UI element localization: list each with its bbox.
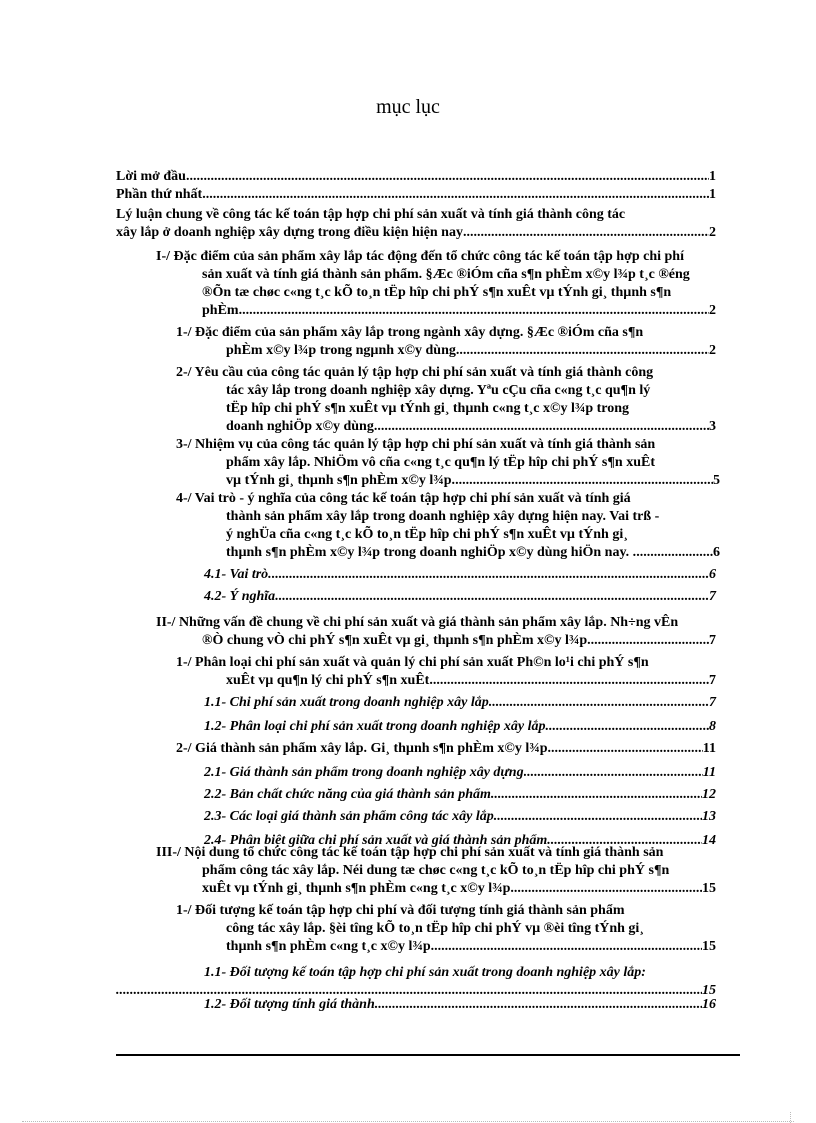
toc-entry-last-line <box>156 302 716 320</box>
toc-page-number: 13 <box>702 809 716 824</box>
toc-page-number: 2 <box>709 303 716 318</box>
toc-entry-title: 4.2- Ý nghĩa <box>204 589 276 604</box>
toc-entry[interactable] <box>204 764 716 782</box>
toc-entry-last-line <box>176 342 716 360</box>
toc-entry-line: sản xuất và tính giá thành sản phẩm. §Æc ®iÓm cña s¶n phÈm x©y l¾p t¸c ®éng <box>202 267 690 282</box>
toc-entry[interactable] <box>204 996 716 1014</box>
dot-leader <box>491 786 702 804</box>
toc-entry[interactable] <box>156 248 716 320</box>
dot-leader <box>549 718 709 736</box>
dot-leader <box>459 342 709 360</box>
toc-page-number: 6 <box>709 567 716 582</box>
toc-entry[interactable] <box>116 206 716 242</box>
toc-entry[interactable] <box>116 186 716 204</box>
toc-entry-line: thành sản phẩm xây lắp trong doanh nghiệp xây dựng hiện nay. Vai trß - <box>226 509 660 524</box>
toc-entry-title: xây lắp ở doanh nghiệp xây dựng trong điều kiện hiện nay <box>116 225 463 240</box>
toc-entry-last-line <box>204 786 716 804</box>
toc-entry-line: 1-/ Đối tượng kế toán tập hợp chi phí và đối tượng tính giá thành sản phẩm <box>176 903 625 918</box>
toc-entry[interactable] <box>176 490 720 562</box>
toc-entry[interactable] <box>156 614 716 650</box>
toc-page-number: 12 <box>702 787 716 802</box>
toc-entry[interactable] <box>204 588 716 606</box>
toc-entry[interactable] <box>204 566 716 584</box>
dot-leader <box>378 996 702 1014</box>
toc-entry-title: phÈm x©y l¾p trong ngµnh x©y dùng. <box>226 343 460 358</box>
toc-entry[interactable] <box>204 964 716 1000</box>
page-title: mục lục <box>376 96 440 118</box>
toc-page-number: 11 <box>702 741 716 756</box>
toc-entry-title: thµnh s¶n phÈm x©y l¾p trong doanh nghiÖp x©y dùng hiÖn nay. . <box>226 545 637 560</box>
toc-entry[interactable] <box>156 844 716 898</box>
toc-entry-title: 2.2- Bản chất chức năng của giá thành sản phẩm <box>204 787 491 802</box>
toc-entry-last-line <box>156 880 716 898</box>
dot-leader <box>272 566 709 584</box>
dot-leader <box>202 186 709 204</box>
toc-entry-title: 2-/ Giá thành sản phẩm xây lắp. Gi¸ thµnh s¶n phÈm x©y l¾p. <box>176 741 552 756</box>
toc-entry[interactable] <box>176 654 716 690</box>
toc-entry[interactable] <box>204 808 716 826</box>
toc-entry-last-line <box>176 544 720 562</box>
toc-page-number: 5 <box>713 473 720 488</box>
toc-entry-title: Lời mở đầu <box>116 169 186 184</box>
toc-entry-line: tËp hîp chi phÝ s¶n xuÊt vµ tÝnh gi¸ thµnh c«ng t¸c x©y l¾p trong <box>226 401 630 416</box>
toc-page-number: 3 <box>709 419 716 434</box>
dot-leader <box>524 764 703 782</box>
toc-entry-line: 1.1- Đối tượng kế toán tập hợp chi phí sản xuất trong doanh nghiệp xây lắp: <box>204 965 646 980</box>
toc-entry-line: Lý luận chung về công tác kế toán tập hợp chi phí sản xuất và tính giá thành công tác <box>116 207 626 222</box>
toc-entry-title: 4.1- Vai trò. <box>204 567 272 582</box>
dot-leader <box>242 302 709 320</box>
toc-entry[interactable] <box>176 902 716 956</box>
toc-entry-last-line <box>176 418 716 436</box>
toc-entry-line: 1-/ Đặc điểm của sản phẩm xây lắp trong ngành xây dựng. §Æc ®iÓm cña s¶n <box>176 325 644 340</box>
dot-leader <box>489 694 709 712</box>
toc-entry[interactable] <box>176 364 716 436</box>
dot-leader <box>275 588 709 606</box>
toc-entry-last-line <box>176 672 716 690</box>
dot-leader <box>514 880 702 898</box>
toc-page-number: 7 <box>709 633 716 648</box>
page-border-bottom <box>22 1121 794 1122</box>
toc-entry-last-line <box>176 472 720 490</box>
toc-entry-line: ý nghÜa cña c«ng t¸c kÕ to¸n tËp hîp chi phÝ s¶n xuÊt vµ tÝnh gi¸ <box>226 527 628 542</box>
toc-entry-last-line <box>116 186 716 204</box>
toc-entry-last-line <box>156 632 716 650</box>
toc-entry[interactable] <box>176 436 720 490</box>
toc-entry-line: I-/ Đặc điểm của sản phẩm xây lắp tác động đến tổ chức công tác kế toán tập hợp chi phí <box>156 249 684 264</box>
toc-entry-title: 1.1- Chi phí sản xuất trong doanh nghiệp xây lắp <box>204 695 489 710</box>
toc-entry-line: ®Õn tæ chøc c«ng t¸c kÕ to¸n tËp hîp chi phÝ s¶n xuÊt vµ tÝnh gi¸ thµnh s¶n <box>202 285 672 300</box>
toc-entry-line: III-/ Nội dung tổ chức công tác kế toán tập hợp chi phí sản xuất và tính giá thành sản <box>156 845 664 860</box>
toc-page-number: 15 <box>702 881 716 896</box>
toc-entry[interactable] <box>176 740 716 758</box>
dot-leader <box>636 544 713 562</box>
toc-page-number: 15 <box>702 939 716 954</box>
toc-entry-line: tác xây lắp trong doanh nghiệp xây dựng. Yªu cÇu cña c«ng t¸c qu¶n lý <box>226 383 651 398</box>
toc-entry-line: phẩm xây lắp. NhiÖm vô cña c«ng t¸c qu¶n lý tËp hîp chi phÝ s¶n xuÊt <box>226 455 655 470</box>
dot-leader <box>434 938 702 956</box>
toc-entry-last-line <box>204 808 716 826</box>
toc-entry-title: 2.4- Phân biệt giữa chi phí sản xuất và giá thành sản phẩm <box>204 833 548 848</box>
dot-leader <box>429 672 709 690</box>
toc-entry-last-line <box>176 938 716 956</box>
toc-page-number: 1 <box>709 187 716 202</box>
toc-page-number: 15 <box>702 983 716 998</box>
toc-entry[interactable] <box>204 786 716 804</box>
toc-page-number: 7 <box>709 695 716 710</box>
dot-leader <box>377 418 709 436</box>
toc-page-number: 7 <box>709 589 716 604</box>
toc-entry-line: 1-/ Phân loại chi phí sản xuất và quản lý chi phí sản xuất Ph©n lo¹i chi phÝ s¶n <box>176 655 649 670</box>
toc-entry[interactable] <box>116 168 716 186</box>
toc-entry-line: 4-/ Vai trò - ý nghĩa của công tác kế toán tập hợp chi phí sản xuất và tính giá <box>176 491 631 506</box>
page-border-corner <box>790 1112 791 1123</box>
toc-entry-last-line <box>176 740 716 758</box>
toc-page-number: 14 <box>702 833 716 848</box>
toc-entry-title: phÈm. <box>202 303 243 318</box>
toc-page-number: 2 <box>709 225 716 240</box>
toc-entry-title: 1.2- Đối tượng tính giá thành. <box>204 997 379 1012</box>
toc-entry-title: thµnh s¶n phÈm c«ng t¸c x©y l¾p. <box>226 939 435 954</box>
toc-page-number: 6 <box>713 545 720 560</box>
toc-entry[interactable] <box>204 718 716 736</box>
dot-leader <box>463 224 709 242</box>
dot-leader <box>186 168 709 186</box>
toc-entry-last-line <box>204 588 716 606</box>
toc-entry-last-line <box>204 566 716 584</box>
dot-leader <box>551 740 703 758</box>
dot-leader <box>497 808 702 826</box>
toc-entry-line: 2-/ Yêu cầu của công tác quản lý tập hợp chi phí sản xuất và tính giá thành công <box>176 365 654 380</box>
toc-page-number: 1 <box>709 169 716 184</box>
toc-entry-last-line <box>204 996 716 1014</box>
toc-entry-last-line <box>116 168 716 186</box>
toc-entry[interactable] <box>204 694 716 712</box>
toc-entry-last-line <box>204 718 716 736</box>
toc-page-number: 8 <box>709 719 716 734</box>
toc-page-number: 16 <box>702 997 716 1012</box>
toc-entry-line: 3-/ Nhiệm vụ của công tác quản lý tập hợp chi phí sản xuất và tính giá thành sản <box>176 437 656 452</box>
toc-entry-title: xuÊt vµ tÝnh gi¸ thµnh s¶n phÈm c«ng t¸c x©y l¾p. <box>202 881 514 896</box>
toc-entry-line: phẩm công tác xây lắp. Néi dung tæ chøc c«ng t¸c kÕ to¸n tËp hîp chi phÝ s¶n <box>202 863 670 878</box>
toc-entry-title: doanh nghiÖp x©y dùng. <box>226 419 378 434</box>
toc-entry-last-line <box>204 694 716 712</box>
toc-entry-title: ®Ò chung vÒ chi phÝ s¶n xuÊt vµ gi¸ thµnh s¶n phÈm x©y l¾p. <box>202 633 591 648</box>
toc-entry-title: vµ tÝnh gi¸ thµnh s¶n phÈm x©y l¾p. <box>226 473 456 488</box>
toc-entry-line: công tác xây lắp. §èi tîng kÕ to¸n tËp hîp chi phÝ vµ ®èi tîng tÝnh gi¸ <box>226 921 644 936</box>
toc-entry[interactable] <box>176 324 716 360</box>
toc-entry-last-line <box>116 224 716 242</box>
toc-page-number: 11 <box>702 765 716 780</box>
bottom-rule <box>116 1054 740 1056</box>
toc-page-number: 2 <box>709 343 716 358</box>
dot-leader <box>455 472 713 490</box>
toc-entry-title: 2.1- Giá thành sản phẩm trong doanh nghiệp xây dựng <box>204 765 524 780</box>
toc-entry-title: xuÊt vµ qu¶n lý chi phÝ s¶n xuÊt <box>226 673 430 688</box>
toc-entry-line: II-/ Những vấn đề chung về chi phí sản xuất và giá thành sản phẩm xây lắp. Nh÷ng vÊn <box>156 615 679 630</box>
toc-page-number: 7 <box>709 673 716 688</box>
toc-entry-title: 2.3- Các loại giá thành sản phẩm công tác xây lắp. <box>204 809 498 824</box>
dot-leader <box>591 632 709 650</box>
toc-entry-title: Phần thứ nhất <box>116 187 203 202</box>
toc-entry-title: 1.2- Phân loại chi phí sản xuất trong doanh nghiệp xây lắp. <box>204 719 550 734</box>
toc-entry-last-line <box>204 764 716 782</box>
